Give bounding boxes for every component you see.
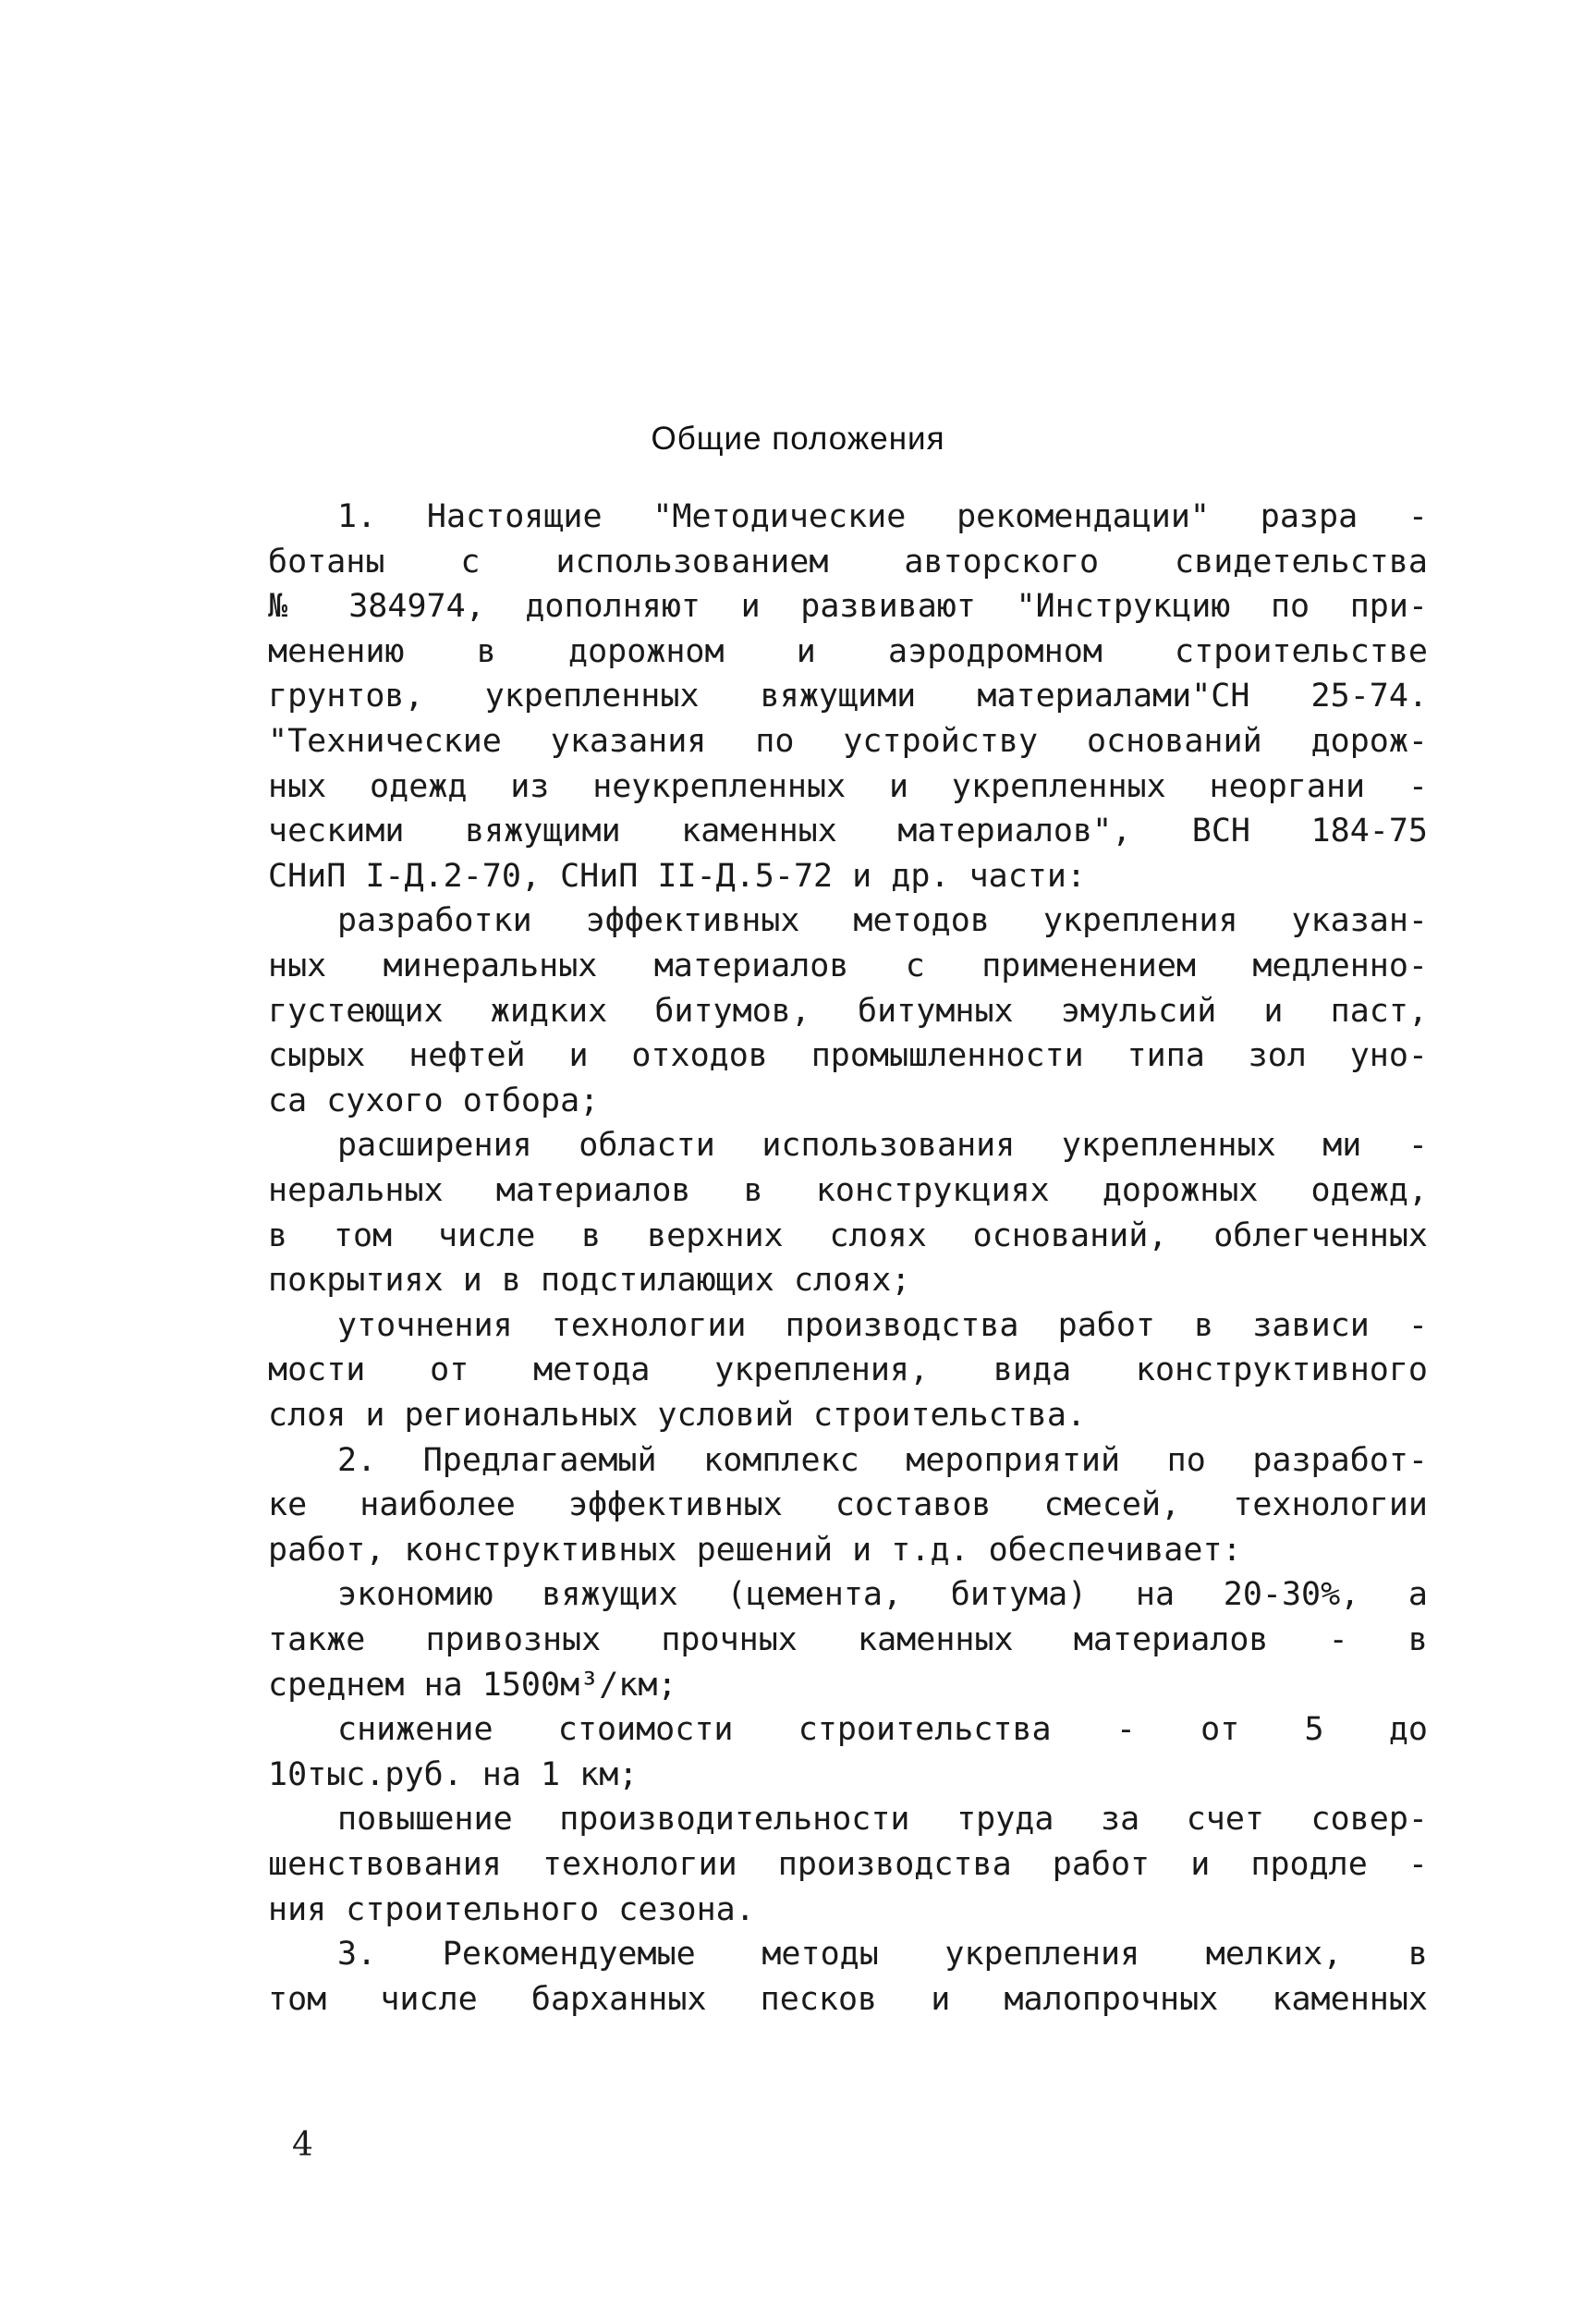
text-line: расширения области использования укрепленных ми - (337, 1127, 1428, 1165)
text-line: са сухого отбора; (268, 1082, 600, 1119)
text-line: ных одежд из неукрепленных и укрепленных неоргани - (268, 767, 1428, 805)
page-number: 4 (292, 2126, 313, 2164)
text-line: неральных материалов в конструкциях дорожных одежд, (268, 1172, 1428, 1209)
text-line: слоя и региональных условий строительства. (268, 1397, 1087, 1434)
text-line: среднем на 1500м³/км; (268, 1666, 677, 1704)
text-line: повышение производительности труда за счет совер- (337, 1801, 1428, 1839)
text-line: 3. Рекомендуемые методы укрепления мелких, в (337, 1936, 1428, 1974)
text-line: покрытиях и в подстилающих слоях; (268, 1262, 911, 1300)
text-line: ния строительного сезона. (268, 1890, 755, 1928)
text-line: менению в дорожном и аэродромном строительстве (268, 632, 1428, 670)
text-line: 10тыс.руб. на 1 км; (268, 1755, 639, 1793)
text-line: также привозных прочных каменных материалов - в (268, 1621, 1428, 1658)
text-line: разработки эффективных методов укрепления указан- (337, 902, 1428, 940)
text-line: СНиП I-Д.2-70, СНиП II-Д.5-72 и др. части: (268, 857, 1087, 895)
text-line: экономию вяжущих (цемента, битума) на 20-30%, а (337, 1576, 1428, 1614)
text-line: ботаны с использованием авторского свидетельства (268, 543, 1428, 581)
text-line: 2. Предлагаемый комплекс мероприятий по разработ- (337, 1441, 1428, 1479)
text-line: мости от метода укрепления, вида конструктивного (268, 1351, 1428, 1389)
text-line: ческими вяжущими каменных материалов", ВСН 184-75 (268, 813, 1428, 850)
text-line: грунтов, укрепленных вяжущими материалами"СН 25-74. (268, 678, 1428, 715)
text-line: ке наиболее эффективных составов смесей, технологии (268, 1486, 1428, 1524)
text-line: работ, конструктивных решений и т.д. обеспечивает: (268, 1531, 1242, 1569)
text-line: густеющих жидких битумов, битумных эмульсий и паст, (268, 992, 1428, 1030)
text-line: ных минеральных материалов с применением медленно- (268, 947, 1428, 984)
text-line: шенствования технологии производства работ и продле - (268, 1846, 1428, 1883)
text-line: сырых нефтей и отходов промышленности типа зол уно- (268, 1037, 1428, 1075)
text-line: 1. Настоящие "Методические рекомендации" разра - (337, 498, 1428, 535)
text-line: том числе барханных песков и малопрочных каменных (268, 1980, 1428, 2018)
text-line: № 384974, дополняют и развивают "Инструкцию по при- (268, 588, 1428, 626)
section-heading: Общие положения (651, 421, 945, 457)
text-line: уточнения технологии производства работ в зависи - (337, 1306, 1428, 1344)
text-line: снижение стоимости строительства - от 5 до (337, 1711, 1428, 1749)
text-line: в том числе в верхних слоях оснований, облегченных (268, 1216, 1428, 1254)
text-line: "Технические указания по устройству оснований дорож- (268, 723, 1428, 760)
